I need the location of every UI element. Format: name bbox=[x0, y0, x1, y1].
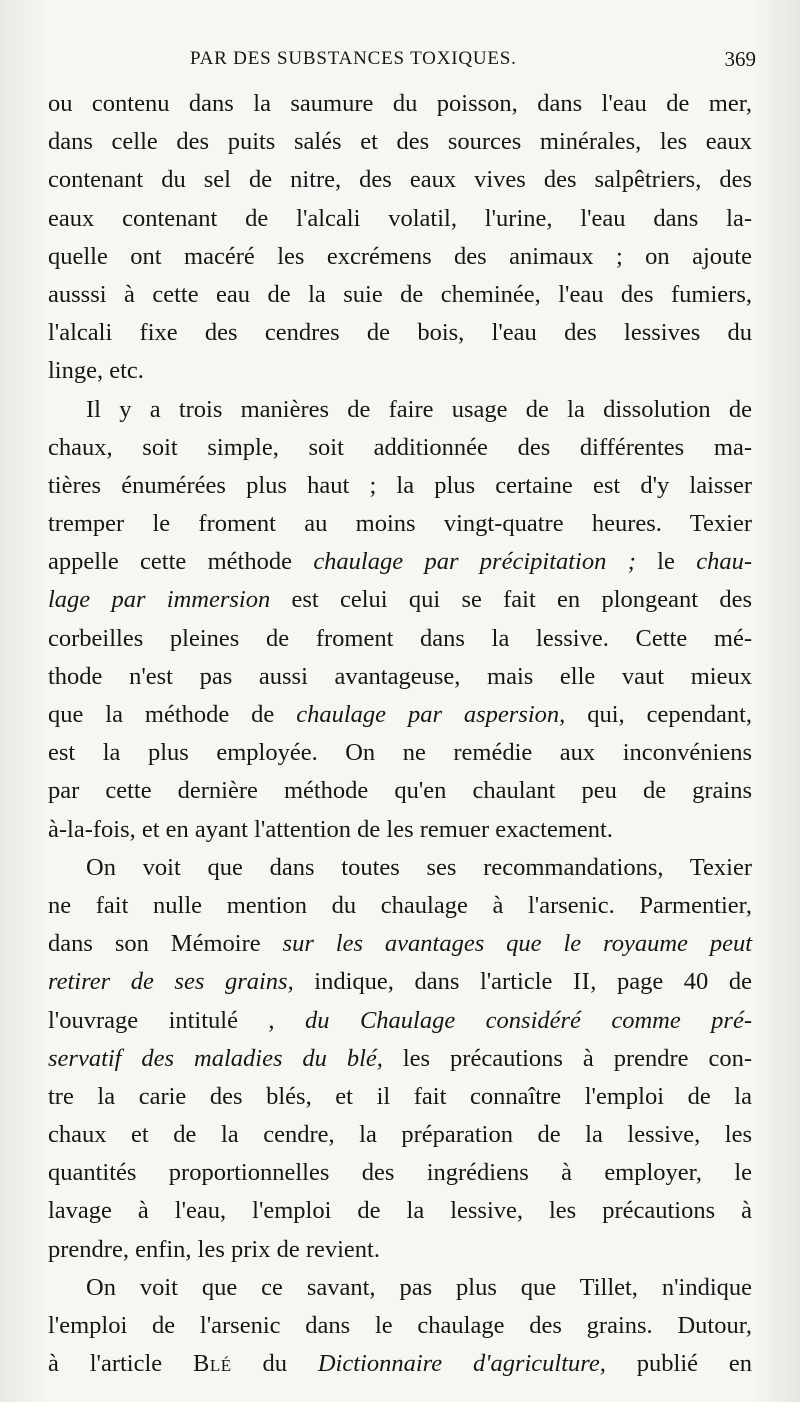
text-line: par cette dernière méthode qu'en chaulant peu de grains bbox=[48, 777, 752, 805]
text-line: tières énumérées plus haut ; la plus certaine est d'y laisser bbox=[48, 471, 752, 499]
text-segment: les précautions à prendre con- bbox=[382, 1044, 753, 1072]
text-segment: qui, cependant, bbox=[565, 701, 753, 728]
text-line: chaux, soit simple, soit additionnée des différentes ma- bbox=[48, 433, 752, 461]
text-line bbox=[48, 925, 752, 963]
text-line bbox=[48, 581, 752, 619]
text-segment: est celui qui se fait en plongeant des bbox=[270, 586, 752, 614]
running-head: PAR DES SUBSTANCES TOXIQUES. bbox=[190, 48, 517, 69]
text-line: dans celle des puits salés et des sources minérales, les eaux bbox=[48, 128, 752, 156]
text-line: l'alcali fixe des cendres de bois, l'eau des lessives du bbox=[48, 319, 752, 347]
text-line: lavage à l'eau, l'emploi de la lessive, les précautions à bbox=[48, 1197, 752, 1225]
page-header bbox=[0, 44, 800, 74]
text-segment: que la méthode de bbox=[48, 701, 297, 728]
italic-term: chaulage par précipitation ; bbox=[313, 548, 636, 576]
text-line: l'emploi de l'arsenic dans le chaulage des grains. Dutour, bbox=[48, 1312, 752, 1339]
page-number: 369 bbox=[724, 47, 756, 71]
text-line: quelle ont macéré les excrémens des animaux ; on ajoute bbox=[48, 242, 752, 270]
text-line: tre la carie des blés, et il fait connaître l'emploi de la bbox=[48, 1082, 752, 1110]
text-segment: l'ouvrage intitulé , bbox=[48, 1006, 305, 1034]
text-segment: dans son Mémoire bbox=[48, 930, 283, 958]
text-line: Il y a trois manières de faire usage de la dissolution de bbox=[86, 395, 752, 423]
text-line bbox=[48, 696, 752, 734]
small-caps-term: Blé bbox=[193, 1350, 232, 1378]
text-line: thode n'est pas aussi avantageuse, mais elle vaut mieux bbox=[48, 662, 752, 690]
italic-title: sur les avantages que le royaume peut bbox=[282, 930, 753, 958]
italic-title: du Chaulage considéré comme pré- bbox=[305, 1006, 752, 1034]
text-segment: à l'article bbox=[48, 1350, 193, 1378]
text-line bbox=[48, 1345, 752, 1383]
italic-title: Dictionnaire d'agriculture, bbox=[317, 1350, 606, 1378]
text-segment: indique, dans l'article bbox=[293, 968, 573, 996]
text-line: tremper le froment au moins vingt-quatre heures. Texier bbox=[48, 510, 752, 538]
text-line bbox=[48, 543, 752, 581]
roman-numeral: II bbox=[572, 968, 591, 996]
text-line: chaux et de la cendre, la préparation de la lessive, les bbox=[48, 1121, 752, 1149]
text-line: ne fait nulle mention du chaulage à l'arsenic. Parmentier, bbox=[48, 891, 752, 919]
text-line: eaux contenant de l'alcali volatil, l'urine, l'eau dans la- bbox=[48, 204, 752, 232]
text-line: à-la-fois, et en ayant l'attention de les remuer exactement. bbox=[48, 815, 613, 843]
text-line: On voit que dans toutes ses recommandations, Texier bbox=[86, 853, 752, 881]
text-segment: le bbox=[635, 548, 697, 576]
text-line: prendre, enfin, les prix de revient. bbox=[48, 1235, 380, 1263]
italic-term: chau- bbox=[696, 548, 752, 576]
body-text bbox=[48, 85, 752, 1383]
italic-title: retirer de ses grains, bbox=[48, 968, 294, 996]
text-segment: du bbox=[231, 1350, 318, 1378]
text-line bbox=[48, 1002, 752, 1040]
text-segment: appelle cette méthode bbox=[48, 548, 314, 576]
italic-term: lage par immersion bbox=[48, 586, 271, 614]
italic-term: chaulage par aspersion, bbox=[296, 701, 566, 728]
text-line: contenant du sel de nitre, des eaux vives des salpêtriers, des bbox=[48, 166, 752, 194]
text-line bbox=[48, 963, 752, 1001]
italic-title: servatif des maladies du blé, bbox=[48, 1044, 383, 1072]
text-line: est la plus employée. On ne remédie aux inconvéniens bbox=[48, 739, 752, 767]
text-line: ou contenu dans la saumure du poisson, dans l'eau de mer, bbox=[48, 90, 752, 117]
text-line: ausssi à cette eau de la suie de cheminée, l'eau des fumiers, bbox=[48, 280, 752, 308]
text-line: On voit que ce savant, pas plus que Tillet, n'indique bbox=[86, 1273, 752, 1301]
text-segment: , page 40 de bbox=[590, 968, 753, 996]
text-line: corbeilles pleines de froment dans la lessive. Cette mé- bbox=[48, 624, 752, 652]
text-segment: publié en bbox=[605, 1350, 752, 1378]
text-line: quantités proportionnelles des ingrédiens à employer, le bbox=[48, 1159, 752, 1187]
text-line: linge, etc. bbox=[48, 357, 144, 385]
text-line bbox=[48, 1040, 752, 1078]
